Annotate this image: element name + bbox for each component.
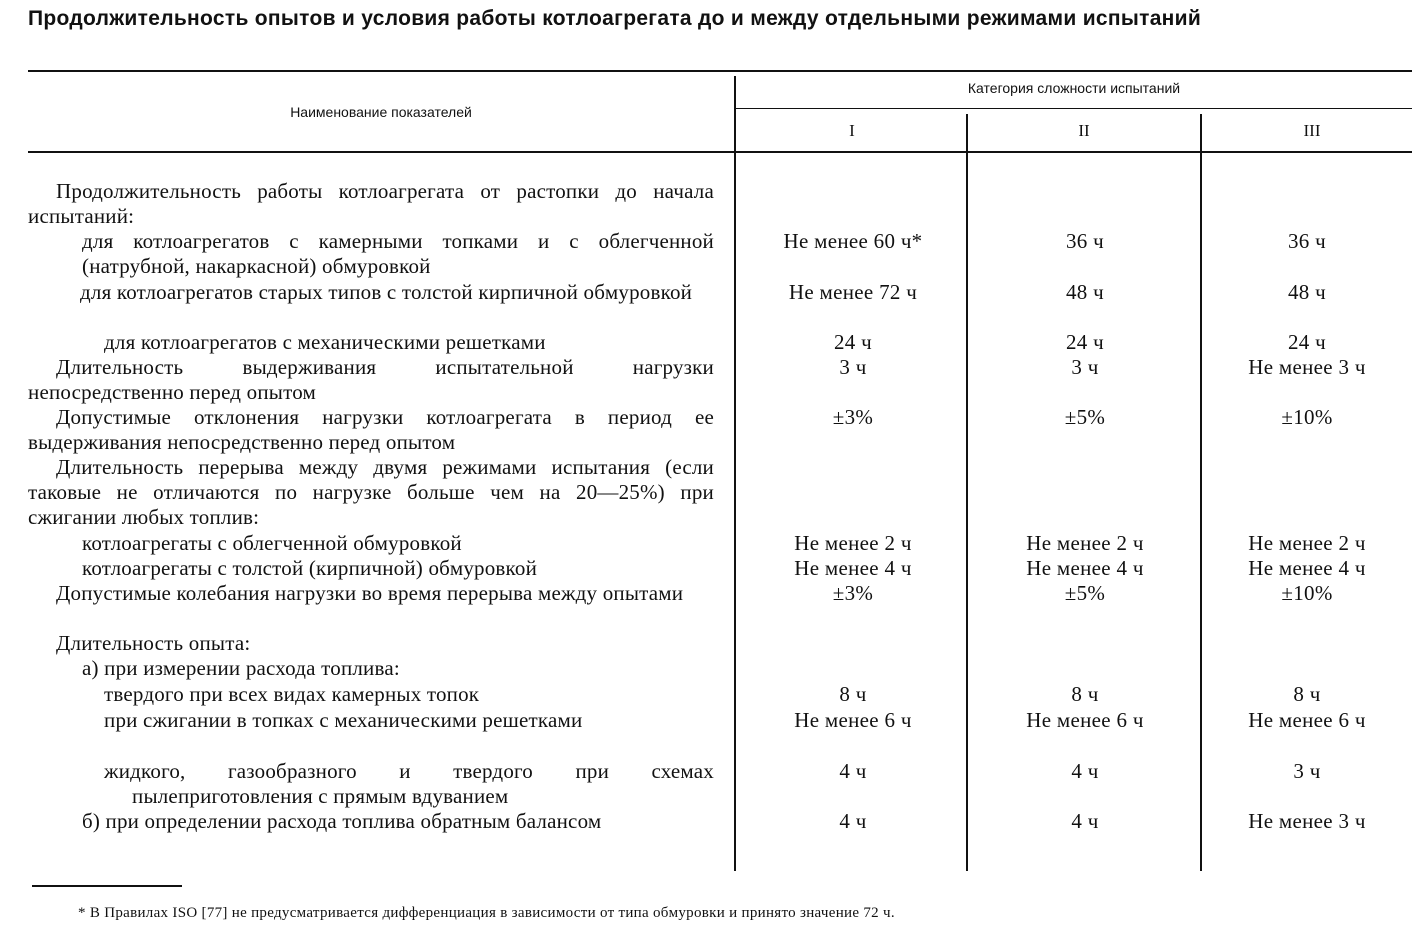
cell-col-3: Не менее 3 ч bbox=[1248, 355, 1366, 379]
cell-col-1: 8 ч bbox=[839, 682, 867, 706]
col1-divider bbox=[966, 114, 968, 871]
row-label: для котлоагрегатов с камерными топками и с облегченной (натрубной, накаркасной) обмуровкой bbox=[82, 229, 714, 278]
row-label: для котлоагрегатов с механическими решетками bbox=[104, 330, 546, 354]
cell-col-3: ±10% bbox=[1281, 581, 1333, 605]
cell-col-1: Не менее 6 ч bbox=[794, 708, 912, 732]
header-col-2: II bbox=[1078, 121, 1090, 140]
cell-col-2: 24 ч bbox=[1065, 330, 1104, 354]
cell-col-3: 36 ч bbox=[1287, 229, 1326, 253]
header-category: Категория сложности испытаний bbox=[967, 80, 1181, 96]
header-bottom-rule bbox=[28, 151, 1412, 153]
cell-col-3: Не менее 6 ч bbox=[1248, 708, 1366, 732]
cell-col-1: Не менее 4 ч bbox=[794, 556, 912, 580]
row-label: Продолжительность работы котлоагрегата от растопки до начала испытаний: bbox=[28, 179, 714, 228]
cell-col-1: Не менее 72 ч bbox=[788, 280, 918, 304]
cell-col-2: ±5% bbox=[1064, 405, 1106, 429]
row-label: Допустимые отклонения нагрузки котлоагрегата в период ее выдерживания непосредственно перед опытом bbox=[28, 405, 714, 454]
cell-col-3: 48 ч bbox=[1287, 280, 1326, 304]
row-label: для котлоагрегатов старых типов с толстой кирпичной обмуровкой bbox=[80, 280, 693, 304]
cell-col-2: ±5% bbox=[1064, 581, 1106, 605]
cell-col-2: Не менее 6 ч bbox=[1026, 708, 1144, 732]
row-label: при сжигании в топках с механическими решетками bbox=[104, 708, 583, 732]
row-label: Длительность перерыва между двумя режимами испытания (если таковые не отличаются по нагрузке больше чем на 20—25%) при сжигании любых топлив: bbox=[28, 455, 714, 529]
cell-col-3: 8 ч bbox=[1293, 682, 1321, 706]
cell-col-1: ±3% bbox=[832, 405, 874, 429]
cell-col-2: 4 ч bbox=[1071, 759, 1099, 783]
row-label: Допустимые колебания нагрузки во время перерыва между опытами bbox=[56, 581, 684, 605]
category-divider bbox=[736, 108, 1412, 109]
row-label: твердого при всех видах камерных топок bbox=[104, 682, 480, 706]
cell-col-2: Не менее 4 ч bbox=[1026, 556, 1144, 580]
table-top-rule bbox=[28, 70, 1412, 72]
cell-col-2: Не менее 2 ч bbox=[1026, 531, 1144, 555]
row-label: котлоагрегаты с облегченной обмуровкой bbox=[82, 531, 462, 555]
cell-col-2: 8 ч bbox=[1071, 682, 1099, 706]
cell-col-1: 4 ч bbox=[839, 809, 867, 833]
footnote: * В Правилах ISO [77] не предусматривается дифференциация в зависимости от типа обмуровки и принято значение 72 ч. bbox=[78, 905, 895, 921]
cell-col-2: 48 ч bbox=[1065, 280, 1104, 304]
page-title: Продолжительность опытов и условия работы котлоагрегата до и между отдельными режимами испытаний bbox=[28, 7, 1202, 30]
cell-col-1: ±3% bbox=[832, 581, 874, 605]
name-column-divider bbox=[734, 76, 736, 871]
cell-col-1: 24 ч bbox=[833, 330, 872, 354]
cell-col-2: 36 ч bbox=[1065, 229, 1104, 253]
row-label: котлоагрегаты с толстой (кирпичной) обмуровкой bbox=[82, 556, 538, 580]
header-col-3: III bbox=[1303, 121, 1321, 140]
cell-col-3: Не менее 3 ч bbox=[1248, 809, 1366, 833]
row-label: б) при определении расхода топлива обратным балансом bbox=[82, 809, 602, 833]
col2-divider bbox=[1200, 114, 1202, 871]
row-label: Длительность выдерживания испытательной нагрузки непосредственно перед опытом bbox=[28, 355, 714, 404]
cell-col-1: 3 ч bbox=[839, 355, 867, 379]
cell-col-3: 24 ч bbox=[1287, 330, 1326, 354]
row-label: жидкого, газообразного и твердого при схемах пылеприготовления с прямым вдуванием bbox=[104, 759, 714, 808]
cell-col-3: ±10% bbox=[1281, 405, 1333, 429]
row-label: Длительность опыта: bbox=[56, 631, 251, 655]
cell-col-3: Не менее 4 ч bbox=[1248, 556, 1366, 580]
cell-col-1: Не менее 2 ч bbox=[794, 531, 912, 555]
footnote-rule bbox=[32, 885, 182, 887]
cell-col-1: Не менее 60 ч* bbox=[783, 229, 923, 253]
header-name-column: Наименование показателей bbox=[290, 104, 472, 120]
header-col-1: I bbox=[849, 121, 855, 140]
cell-col-3: 3 ч bbox=[1293, 759, 1321, 783]
cell-col-2: 3 ч bbox=[1071, 355, 1099, 379]
cell-col-2: 4 ч bbox=[1071, 809, 1099, 833]
row-label: а) при измерении расхода топлива: bbox=[82, 656, 400, 680]
cell-col-3: Не менее 2 ч bbox=[1248, 531, 1366, 555]
cell-col-1: 4 ч bbox=[839, 759, 867, 783]
